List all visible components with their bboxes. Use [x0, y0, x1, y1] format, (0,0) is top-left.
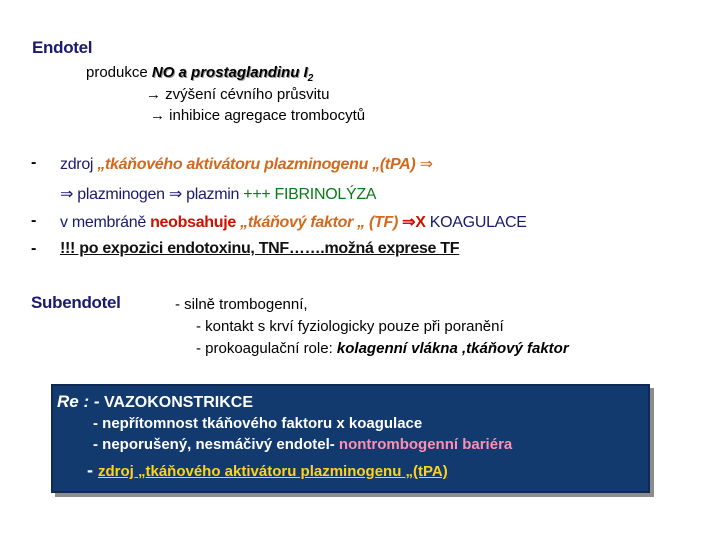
subendotel-line-procoagulant: [196, 340, 569, 357]
vasodilation-text: zvýšení cévního průsvitu: [161, 86, 330, 103]
summary-line-barrier: [93, 436, 512, 453]
neobsahuje-text: neobsahuje: [150, 214, 241, 231]
implies-icon: ⇒: [168, 186, 182, 203]
bullet-dash-3: -: [31, 240, 37, 257]
plasminogen-text: plazminogen: [77, 186, 169, 203]
vasoconstriction-text: VAZOKONSTRIKCE: [99, 394, 253, 411]
implies-icon: ⇒: [419, 156, 433, 173]
re-label: Re : -: [57, 392, 100, 411]
endotel-line-vasodilation: [146, 86, 329, 103]
summary-line-tissue-factor: - nepřítomnost tkáňového faktoru x koagulace: [93, 415, 423, 432]
subscript-2: 2: [307, 73, 314, 84]
subendotel-heading: Subendotel: [31, 293, 121, 312]
plasmin-text: plazmin: [181, 186, 244, 203]
bullet-plasminogen: [60, 184, 376, 204]
bullet-tpa-source: [60, 154, 433, 174]
endotel-heading: Endotel: [32, 38, 93, 57]
bullet-tissue-factor: [60, 212, 527, 232]
nonthrombogenic-barrier-text: nontrombogenní bariéra: [338, 436, 513, 453]
summary-line-tpa: [87, 460, 448, 481]
collagen-tissue-factor-text: kolagenní vlákna ,tkáňový faktor: [336, 340, 569, 357]
bullet-dash-2: -: [31, 212, 37, 229]
bullet-dash-1: -: [31, 154, 37, 171]
procoagulant-prefix: - prokoagulační role:: [196, 340, 337, 357]
tpa-dash: -: [87, 460, 98, 480]
no-prostaglandin-text: NO a prostaglandinu I: [151, 64, 308, 81]
endotel-line-inhibition: [150, 107, 365, 124]
membrane-text: v membráně: [60, 214, 151, 231]
inhibition-text: inhibice agregace trombocytů: [165, 107, 366, 124]
arrow-right-icon: →: [146, 86, 161, 103]
subendotel-line-contact: - kontakt s krví fyziologicky pouze při poranění: [196, 318, 504, 335]
arrow-right-icon: →: [150, 107, 165, 124]
x-mark-icon: X: [415, 214, 426, 231]
endotel-line-production: [86, 64, 313, 84]
implies-icon: ⇒: [402, 214, 416, 231]
coagulation-text: KOAGULACE: [425, 214, 527, 231]
barrier-prefix: - neporušený, nesmáčivý endotel-: [93, 436, 339, 453]
summary-box: [51, 384, 650, 493]
tpa-source-highlight: zdroj „tkáňového aktivátoru plazminogenu „(tPA): [98, 463, 448, 480]
bullet-endotoxin-note: !!! po expozici endotoxinu, TNF…….možná exprese TF: [60, 240, 460, 257]
implies-icon: ⇒: [60, 186, 74, 203]
fibrinolysis-text: +++ FIBRINOLÝZA: [243, 186, 377, 203]
subendotel-line-thrombogenic: - silně trombogenní,: [175, 296, 308, 313]
production-prefix: produkce: [86, 64, 152, 81]
tpa-source-emph: „tkáňového aktivátoru plazminogenu „(tPA): [97, 156, 416, 173]
summary-line-vasoconstriction: [57, 392, 253, 412]
tpa-source-prefix: zdroj: [60, 156, 98, 173]
tissue-factor-text: „tkáňový faktor „ (TF): [240, 214, 403, 231]
